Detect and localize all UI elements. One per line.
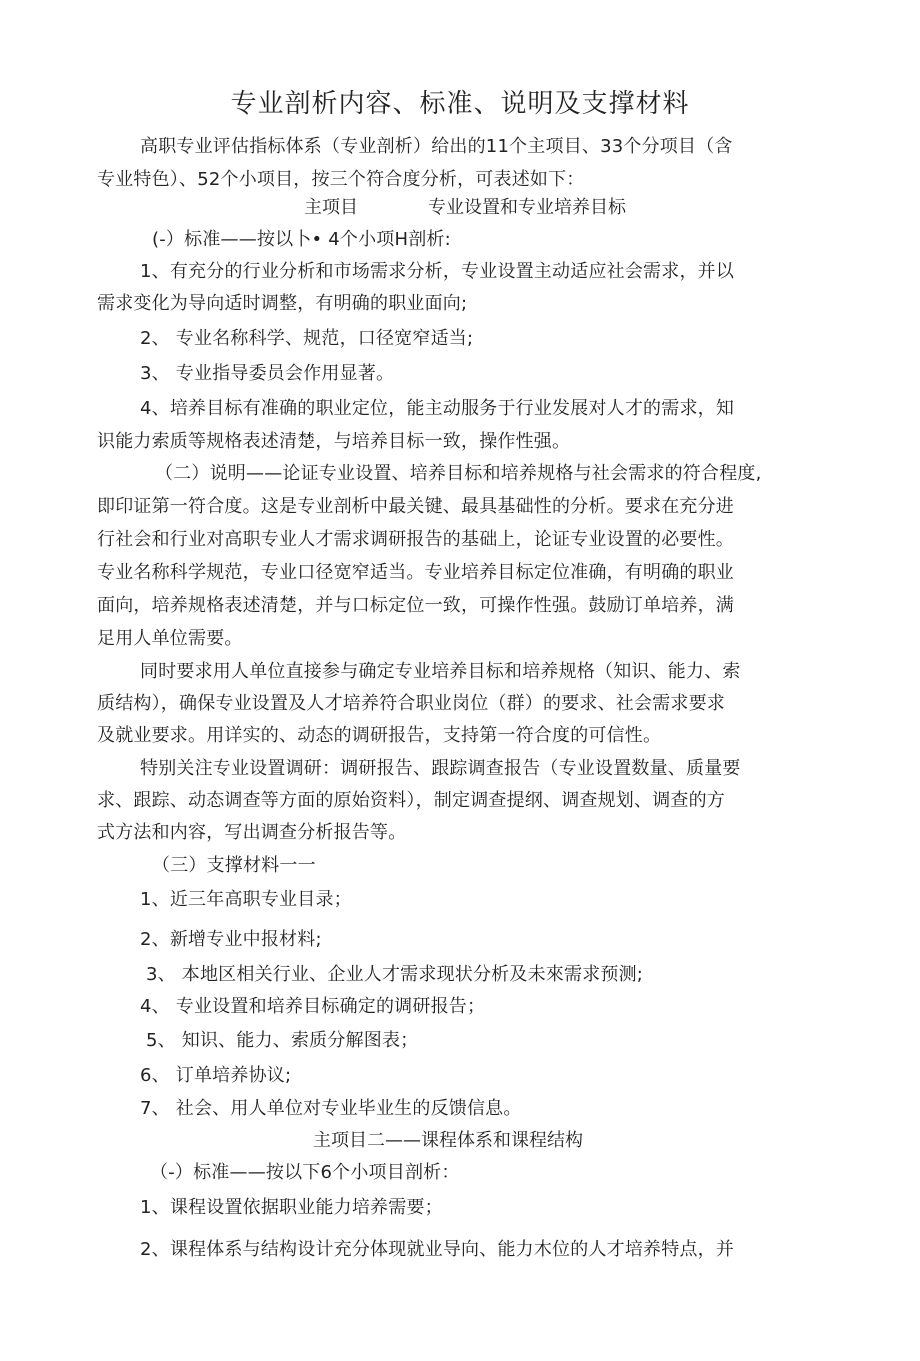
- standard-heading: (-）标准——按以卜• 4个小项H剖析:: [152, 229, 451, 250]
- explanation-line: 质结构），确保专业设置及人才培养符合职业岗位（群）的要求、社会需求要求: [97, 693, 725, 714]
- main-item-1-prefix: 主项目: [304, 197, 358, 218]
- standard-line: 2、课程体系与结构设计充分体现就业导向、能力木位的人才培养特点，并: [140, 1239, 735, 1260]
- material-item: 7、 社会、用人单位对专业毕业生的反馈信息。: [140, 1098, 522, 1119]
- explanation-line: 同时要求用人单位直接参与确定专业培养目标和培养规格（知识、能力、索: [140, 661, 741, 682]
- explanation-line: 行社会和行业对高职专业人才需求调研报告的基础上，论证专业设置的必要性。: [97, 529, 734, 550]
- standard-line: 3、 专业指导委员会作用显著。: [140, 363, 395, 384]
- explanation-line: 式方法和内容，写出调查分析报告等。: [97, 822, 407, 843]
- material-item: 2、新增专业中报材料;: [140, 929, 322, 950]
- main-item-1-title: 专业设置和专业培养目标: [428, 197, 626, 218]
- material-item: 5、 知识、能力、索质分解图表；: [146, 1030, 419, 1051]
- main-item-2-heading: 主项目二——课程体系和课程结构: [313, 1130, 583, 1151]
- explanation-line: 专业名称科学规范，专业口径宽窄适当。专业培养目标定位准确，有明确的职业: [97, 562, 734, 583]
- explanation-line: （二）说明——论证专业设置、培养目标和培养规格与社会需求的符合程度,: [155, 463, 762, 484]
- document-title: 专业剖析内容、标准、说明及支撑材料: [230, 89, 690, 119]
- explanation-line: 即印证第一符合度。这是专业剖析中最关键、最具基础性的分析。要求在充分进: [97, 496, 734, 517]
- explanation-line: 求、跟踪、动态调查等方面的原始资料），制定调查提纲、调查规划、调查的方: [97, 790, 725, 811]
- explanation-line: 及就业要求。用详实的、动态的调研报告，支持第一符合度的可信性。: [97, 725, 662, 746]
- standard-heading: （-）标准——按以下6个小项目剖析：: [150, 1162, 460, 1183]
- intro-line: 专业特色）、52个小项目，按三个符合度分析，可表述如下：: [97, 169, 585, 190]
- explanation-line: 面向，培养规格表述清楚，并与口标定位一致，可操作性强。鼓励订单培养，满: [97, 595, 734, 616]
- explanation-line: 足用人单位需要。: [97, 628, 243, 649]
- standard-line: 1、有充分的行业分析和市场需求分析，专业设置主动适应社会需求，并以: [140, 261, 735, 282]
- standard-line: 需求变化为导向适时调整，有明确的职业面向;: [97, 293, 468, 314]
- intro-line: 高职专业评估指标体系（专业剖析）给出的11个主项目、33个分项目（含: [140, 136, 733, 157]
- material-item: 1、近三年高职专业目录；: [140, 889, 352, 910]
- materials-heading: （三）支撑材料一一: [152, 855, 316, 876]
- standard-line: 1、课程设置依据职业能力培养需要；: [140, 1197, 443, 1218]
- standard-line: 4、培养目标有准确的职业定位，能主动服务于行业发展对人才的需求，知: [140, 398, 735, 419]
- explanation-line: 特别关注专业设置调研：调研报告、跟踪调查报告（专业设置数量、质量要: [140, 758, 741, 779]
- standard-line: 识能力索质等规格表述清楚，与培养目标一致，操作性强。: [97, 431, 571, 452]
- material-item: 4、 专业设置和培养目标确定的调研报告；: [140, 996, 486, 1017]
- material-item: 3、 本地区相关行业、企业人才需求现状分析及未來需求预测;: [146, 964, 644, 985]
- standard-line: 2、 专业名称科学、规范，口径宽窄适当;: [140, 328, 474, 349]
- material-item: 6、 订单培养协议;: [140, 1065, 292, 1086]
